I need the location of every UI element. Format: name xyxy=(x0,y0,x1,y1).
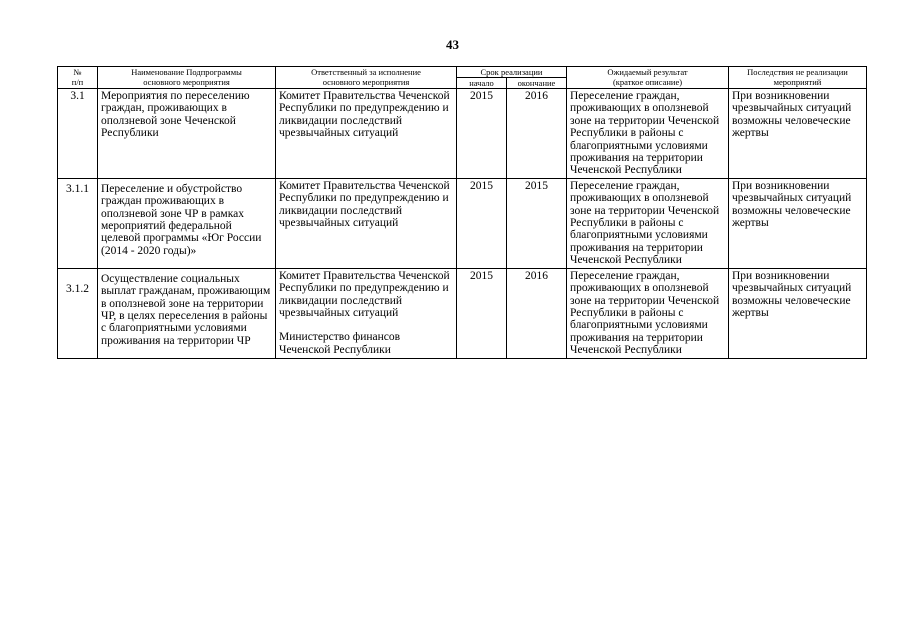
page-number: 43 xyxy=(446,37,459,52)
row-start-year: 2015 xyxy=(457,178,507,268)
row-responsible xyxy=(276,178,457,268)
row-consequences: При возникновении чрезвычайных ситуаций возможны человеческие жертвы xyxy=(729,89,867,179)
header-name-line1: Наименование Подпрограммы xyxy=(131,67,242,77)
row-responsible xyxy=(276,89,457,179)
row-num: 3.1.1 xyxy=(58,178,98,268)
row-responsible-item: Комитет Правительства Чеченской Республики по предупреждению и ликвидации последствий чрезвычайных ситуаций xyxy=(279,90,450,140)
row-name: Переселение и обустройство граждан проживающих в оползневой зоне ЧР в рамках мероприятий федеральной целевой программы «Юг России (2014 - 2020 годы)» xyxy=(98,178,276,268)
header-name xyxy=(98,67,276,89)
header-start: начало xyxy=(457,78,507,89)
row-result: Переселение граждан, проживающих в оползневой зоне на территории Чеченской Республики в районы с благоприятными условиями проживания на территории Чеченской Республики xyxy=(567,178,729,268)
header-num-line2: п/п xyxy=(71,77,84,87)
row-name: Мероприятия по переселению граждан, проживающих в оползневой зоне Чеченской Республики xyxy=(98,89,276,179)
row-responsible xyxy=(276,268,457,358)
row-result: Переселение граждан, проживающих в оползневой зоне на территории Чеченской Республики в районы с благоприятными условиями проживания на территории Чеченской Республики xyxy=(567,89,729,179)
row-end-year: 2016 xyxy=(507,268,567,358)
row-responsible-item: Министерство финансов Чеченской Республики xyxy=(279,331,401,356)
header-consequences xyxy=(729,67,867,89)
row-responsible-item: Комитет Правительства Чеченской Республики по предупреждению и ликвидации последствий чрезвычайных ситуаций xyxy=(279,269,450,319)
row-start-year: 2015 xyxy=(457,89,507,179)
row-num: 3.1 xyxy=(58,89,98,179)
row-start-year: 2015 xyxy=(457,268,507,358)
row-consequences: При возникновении чрезвычайных ситуаций возможны человеческие жертвы xyxy=(729,178,867,268)
header-responsible-line2: основного мероприятия xyxy=(322,77,410,87)
header-consequences-line1: Последствия не реализации xyxy=(747,67,848,77)
row-end-year: 2016 xyxy=(507,89,567,179)
table-row xyxy=(58,178,867,268)
row-end-year: 2015 xyxy=(507,178,567,268)
header-result-line1: Ожидаемый результат xyxy=(607,67,688,77)
header-result xyxy=(567,67,729,89)
header-result-line2: (краткое описание) xyxy=(612,77,683,87)
row-responsible-item: Комитет Правительства Чеченской Республики по предупреждению и ликвидации последствий чрезвычайных ситуаций xyxy=(279,179,450,230)
header-num-line1: № xyxy=(73,67,82,77)
table-header xyxy=(58,67,867,89)
row-num: 3.1.2 xyxy=(58,268,98,358)
row-name: Осуществление социальных выплат гражданам, проживающим в оползневой зоне на территории ЧР, в целях переселения в районы с благоприятными условиями проживания на территории ЧР xyxy=(98,268,276,358)
row-result: Переселение граждан, проживающих в оползневой зоне на территории Чеченской Республики в районы с благоприятными условиями проживания на территории Чеченской Республики xyxy=(567,268,729,358)
table-row xyxy=(58,89,867,179)
header-num xyxy=(58,67,98,89)
program-table xyxy=(57,66,867,359)
header-name-line2: основного мероприятия xyxy=(143,77,230,87)
header-period: Срок реализации xyxy=(457,67,567,78)
header-responsible-line1: Ответственный за исполнение xyxy=(311,67,421,77)
header-responsible xyxy=(276,67,457,89)
row-consequences: При возникновении чрезвычайных ситуаций возможны человеческие жертвы xyxy=(729,268,867,358)
header-end: окончание xyxy=(507,78,567,89)
header-consequences-line2: мероприятий xyxy=(773,77,822,87)
table-row xyxy=(58,268,867,358)
